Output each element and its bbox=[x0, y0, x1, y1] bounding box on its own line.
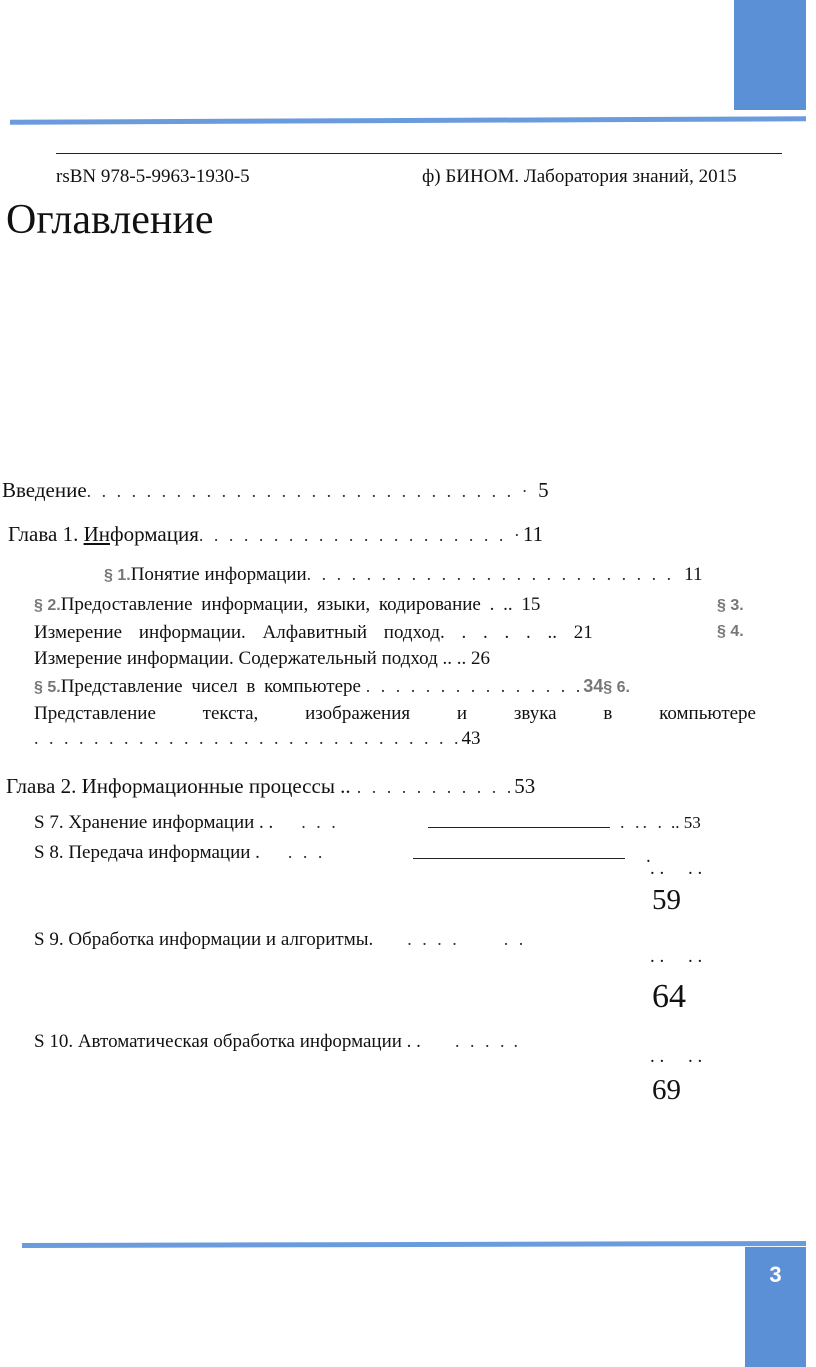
section-6-mark: § 6. bbox=[603, 679, 630, 696]
section-1-page: 11 bbox=[684, 564, 703, 585]
toc-ch2-label: Глава 2. Информационные процессы .. bbox=[6, 774, 351, 798]
section-10-dots-b: . bbox=[513, 1031, 521, 1051]
toc-ch2-leader: . . . . . . . . . . . bbox=[356, 777, 515, 797]
section-5-leader: . . . . . . . . . . . . . . . bbox=[365, 676, 584, 696]
section-9-dots-a: . . . . bbox=[407, 929, 460, 949]
section-3-label: Измерение информации. Алфавитный подход. . . . . .. 21 bbox=[34, 622, 593, 643]
toc-section-9 bbox=[34, 929, 526, 951]
section-8-label: S 8. Передача информации . bbox=[34, 842, 260, 863]
section-7-dots-a: . . . bbox=[301, 812, 339, 832]
section-7-label: S 7. Хранение информации . . bbox=[34, 812, 274, 833]
section-9-dots-c: . . . . bbox=[650, 946, 703, 967]
toc-section-8 bbox=[34, 842, 325, 864]
header-rule bbox=[56, 153, 782, 154]
top-corner-tab bbox=[734, 0, 806, 110]
section-4-mark: § 4. bbox=[717, 623, 744, 640]
toc-ch2-page: 53 bbox=[514, 774, 536, 798]
section-5-label: Представление чисел в компьютере bbox=[60, 676, 361, 697]
section-10-label: S 10. Автоматическая обработка информации . . bbox=[34, 1031, 421, 1052]
isbn-text: rsBN 978-5-9963-1930-5 bbox=[56, 166, 250, 187]
toc-ch1-page: 11 bbox=[522, 522, 544, 546]
section-8-dots-c: . . . . bbox=[650, 858, 703, 879]
section-1-label: Понятие информации bbox=[130, 564, 307, 585]
page-title: Оглавление bbox=[6, 197, 214, 243]
section-1-mark: § 1. bbox=[104, 567, 131, 584]
toc-section-10 bbox=[34, 1031, 521, 1053]
section-9-dots-b: . . bbox=[503, 929, 527, 949]
section-8-dots-b: . bbox=[646, 846, 651, 867]
bottom-blue-rule bbox=[22, 1241, 806, 1248]
section-9-page: 64 bbox=[652, 978, 686, 1015]
toc-section-3 bbox=[34, 622, 593, 644]
section-5-mark: § 5. bbox=[34, 679, 61, 696]
toc-section-1 bbox=[104, 564, 702, 586]
toc-section-7 bbox=[34, 812, 339, 834]
section-8-dots-a: . . . bbox=[287, 842, 326, 862]
section-4-mark-wrap bbox=[717, 620, 744, 642]
section-6-leader: . . . . . . . . . . . . . . . . . . . . . . . . . . . . . bbox=[34, 728, 462, 748]
section-2-label: Предоставление информации, языки, кодирование . .. 15 bbox=[60, 594, 541, 615]
section-4-label: Измерение информации. Содержательный подход .. .. 26 bbox=[34, 648, 491, 669]
section-2-mark: § 2. bbox=[34, 597, 61, 614]
toc-section-4 bbox=[34, 648, 490, 670]
section-6-page: 43 bbox=[461, 728, 481, 749]
toc-section-6 bbox=[34, 703, 756, 725]
section-10-dots-c: . . . . bbox=[650, 1046, 703, 1067]
toc-intro bbox=[2, 478, 549, 503]
section-8-rule bbox=[413, 858, 625, 859]
section-10-page: 69 bbox=[652, 1074, 681, 1106]
toc-intro-label: Введение bbox=[2, 478, 87, 502]
top-blue-rule bbox=[10, 116, 806, 124]
toc-ch1-leader: . . . . . . . . . . . . . . . . . . . . . · bbox=[198, 525, 523, 545]
toc-ch1-underlined: Ин bbox=[83, 522, 110, 546]
toc-chapter-2 bbox=[6, 774, 535, 799]
toc-intro-page: 5 bbox=[538, 478, 549, 502]
section-3-mark: § 3. bbox=[717, 597, 744, 614]
section-1-leader: . . . . . . . . . . . . . . . . . . . . . . . . . bbox=[306, 564, 675, 584]
toc-chapter-1 bbox=[8, 522, 543, 547]
section-7-rule bbox=[428, 827, 610, 828]
section-6-label: Представление текста, изображения и звука в компьютере bbox=[34, 703, 756, 724]
section-3-mark-wrap bbox=[717, 594, 744, 616]
copyright-text: ф) БИНОМ. Лаборатория знаний, 2015 bbox=[422, 166, 737, 187]
toc-ch1-prefix: Глава 1. bbox=[8, 522, 84, 546]
section-10-dots-a: . . . . bbox=[454, 1031, 508, 1051]
section-7-dots-b: . .. . bbox=[620, 812, 665, 832]
toc-section-2 bbox=[34, 594, 540, 616]
section-5-page: 34 bbox=[583, 676, 604, 696]
toc-intro-leader: . . . . . . . . . . . . . . . . . . . . . . . . . . . . . · bbox=[86, 481, 539, 501]
section-9-label: S 9. Обработка информации и алгоритмы. bbox=[34, 929, 374, 950]
toc-section-5 bbox=[34, 676, 630, 698]
section-7-page: .. 53 bbox=[671, 813, 701, 832]
toc-section-6-line2 bbox=[34, 728, 481, 750]
page-number: 3 bbox=[769, 1262, 782, 1287]
section-8-page: 59 bbox=[652, 884, 681, 916]
toc-section-7-end bbox=[620, 812, 701, 834]
toc-ch1-rest: формация bbox=[109, 522, 199, 546]
